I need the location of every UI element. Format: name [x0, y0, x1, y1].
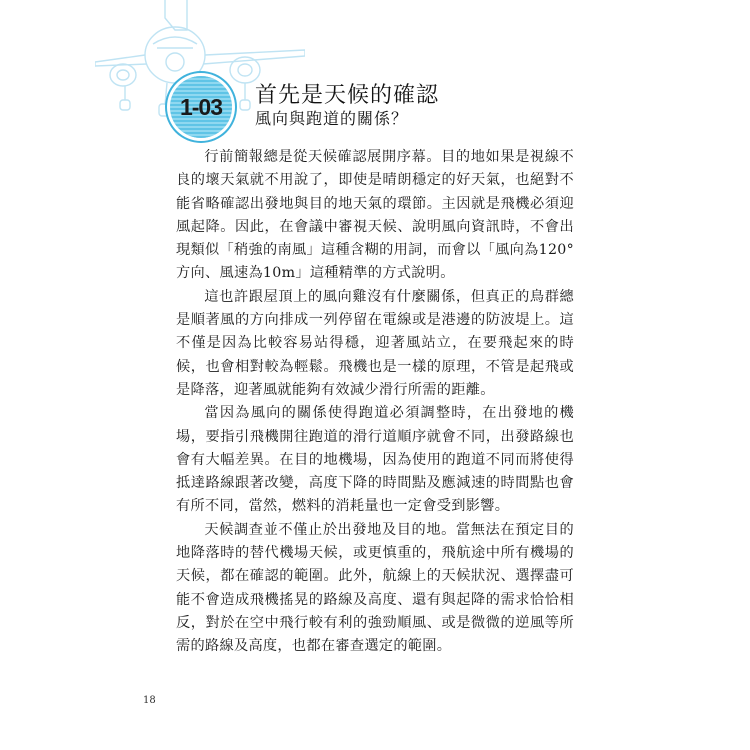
paragraph: 天候調查並不僅止於出發地及目的地。當無法在預定目的地降落時的替代機場天候，或更慎重的，飛航途中所有機場的天候，都在確認的範圍。此外，航線上的天候狀況、選擇盡可能不會造成飛機搖晃的路線及高度、還有與起降的需求恰恰相反，對於在空中飛行較有利的強勁順風、或是微微的逆風等所需的路線及高度，也都在審查選定的範圍。: [176, 521, 574, 655]
body-text: [176, 146, 574, 659]
chapter-title: 首先是天候的確認: [255, 83, 440, 108]
chapter-subtitle: 風向與跑道的關係？: [255, 109, 409, 128]
paragraph: 這也許跟屋頂上的風向雞沒有什麼關係，但真正的鳥群總是順著風的方向排成一列停留在電線或是港邊的防波堤上。這不僅是因為比較容易站得穩，迎著風站立，在要飛起來的時候，也會相對較為輕鬆。飛機也是一樣的原理，不管是起飛或是降落，迎著風就能夠有效減少滑行所需的距離。: [176, 288, 574, 398]
page-number: 18: [143, 695, 156, 706]
paragraph: 當因為風向的關係使得跑道必須調整時，在出發地的機場，要指引飛機開往跑道的滑行道順序就會不同，出發路線也會有大幅差異。在目的地機場，因為使用的跑道不同而將使得抵達路線跟著改變，高度下降的時間點及應減速的時間點也會有所不同，當然，燃料的消耗量也一定會受到影響。: [176, 405, 574, 515]
chapter-number: 1-03: [179, 93, 223, 120]
chapter-number-badge: [170, 76, 232, 138]
paragraph: 行前簡報總是從天候確認展開序幕。目的地如果是視線不良的壞天氣就不用說了，即使是晴朗穩定的好天氣，也絕對不能省略確認出發地與目的地天氣的環節。主因就是飛機必須迎風起降。因此，在會議中審視天候、說明風向資訊時，不會出現類似「稍強的南風」這種含糊的用詞，而會以「風向為120°方向、風速為10m」這種精準的方式說明。: [176, 149, 574, 282]
